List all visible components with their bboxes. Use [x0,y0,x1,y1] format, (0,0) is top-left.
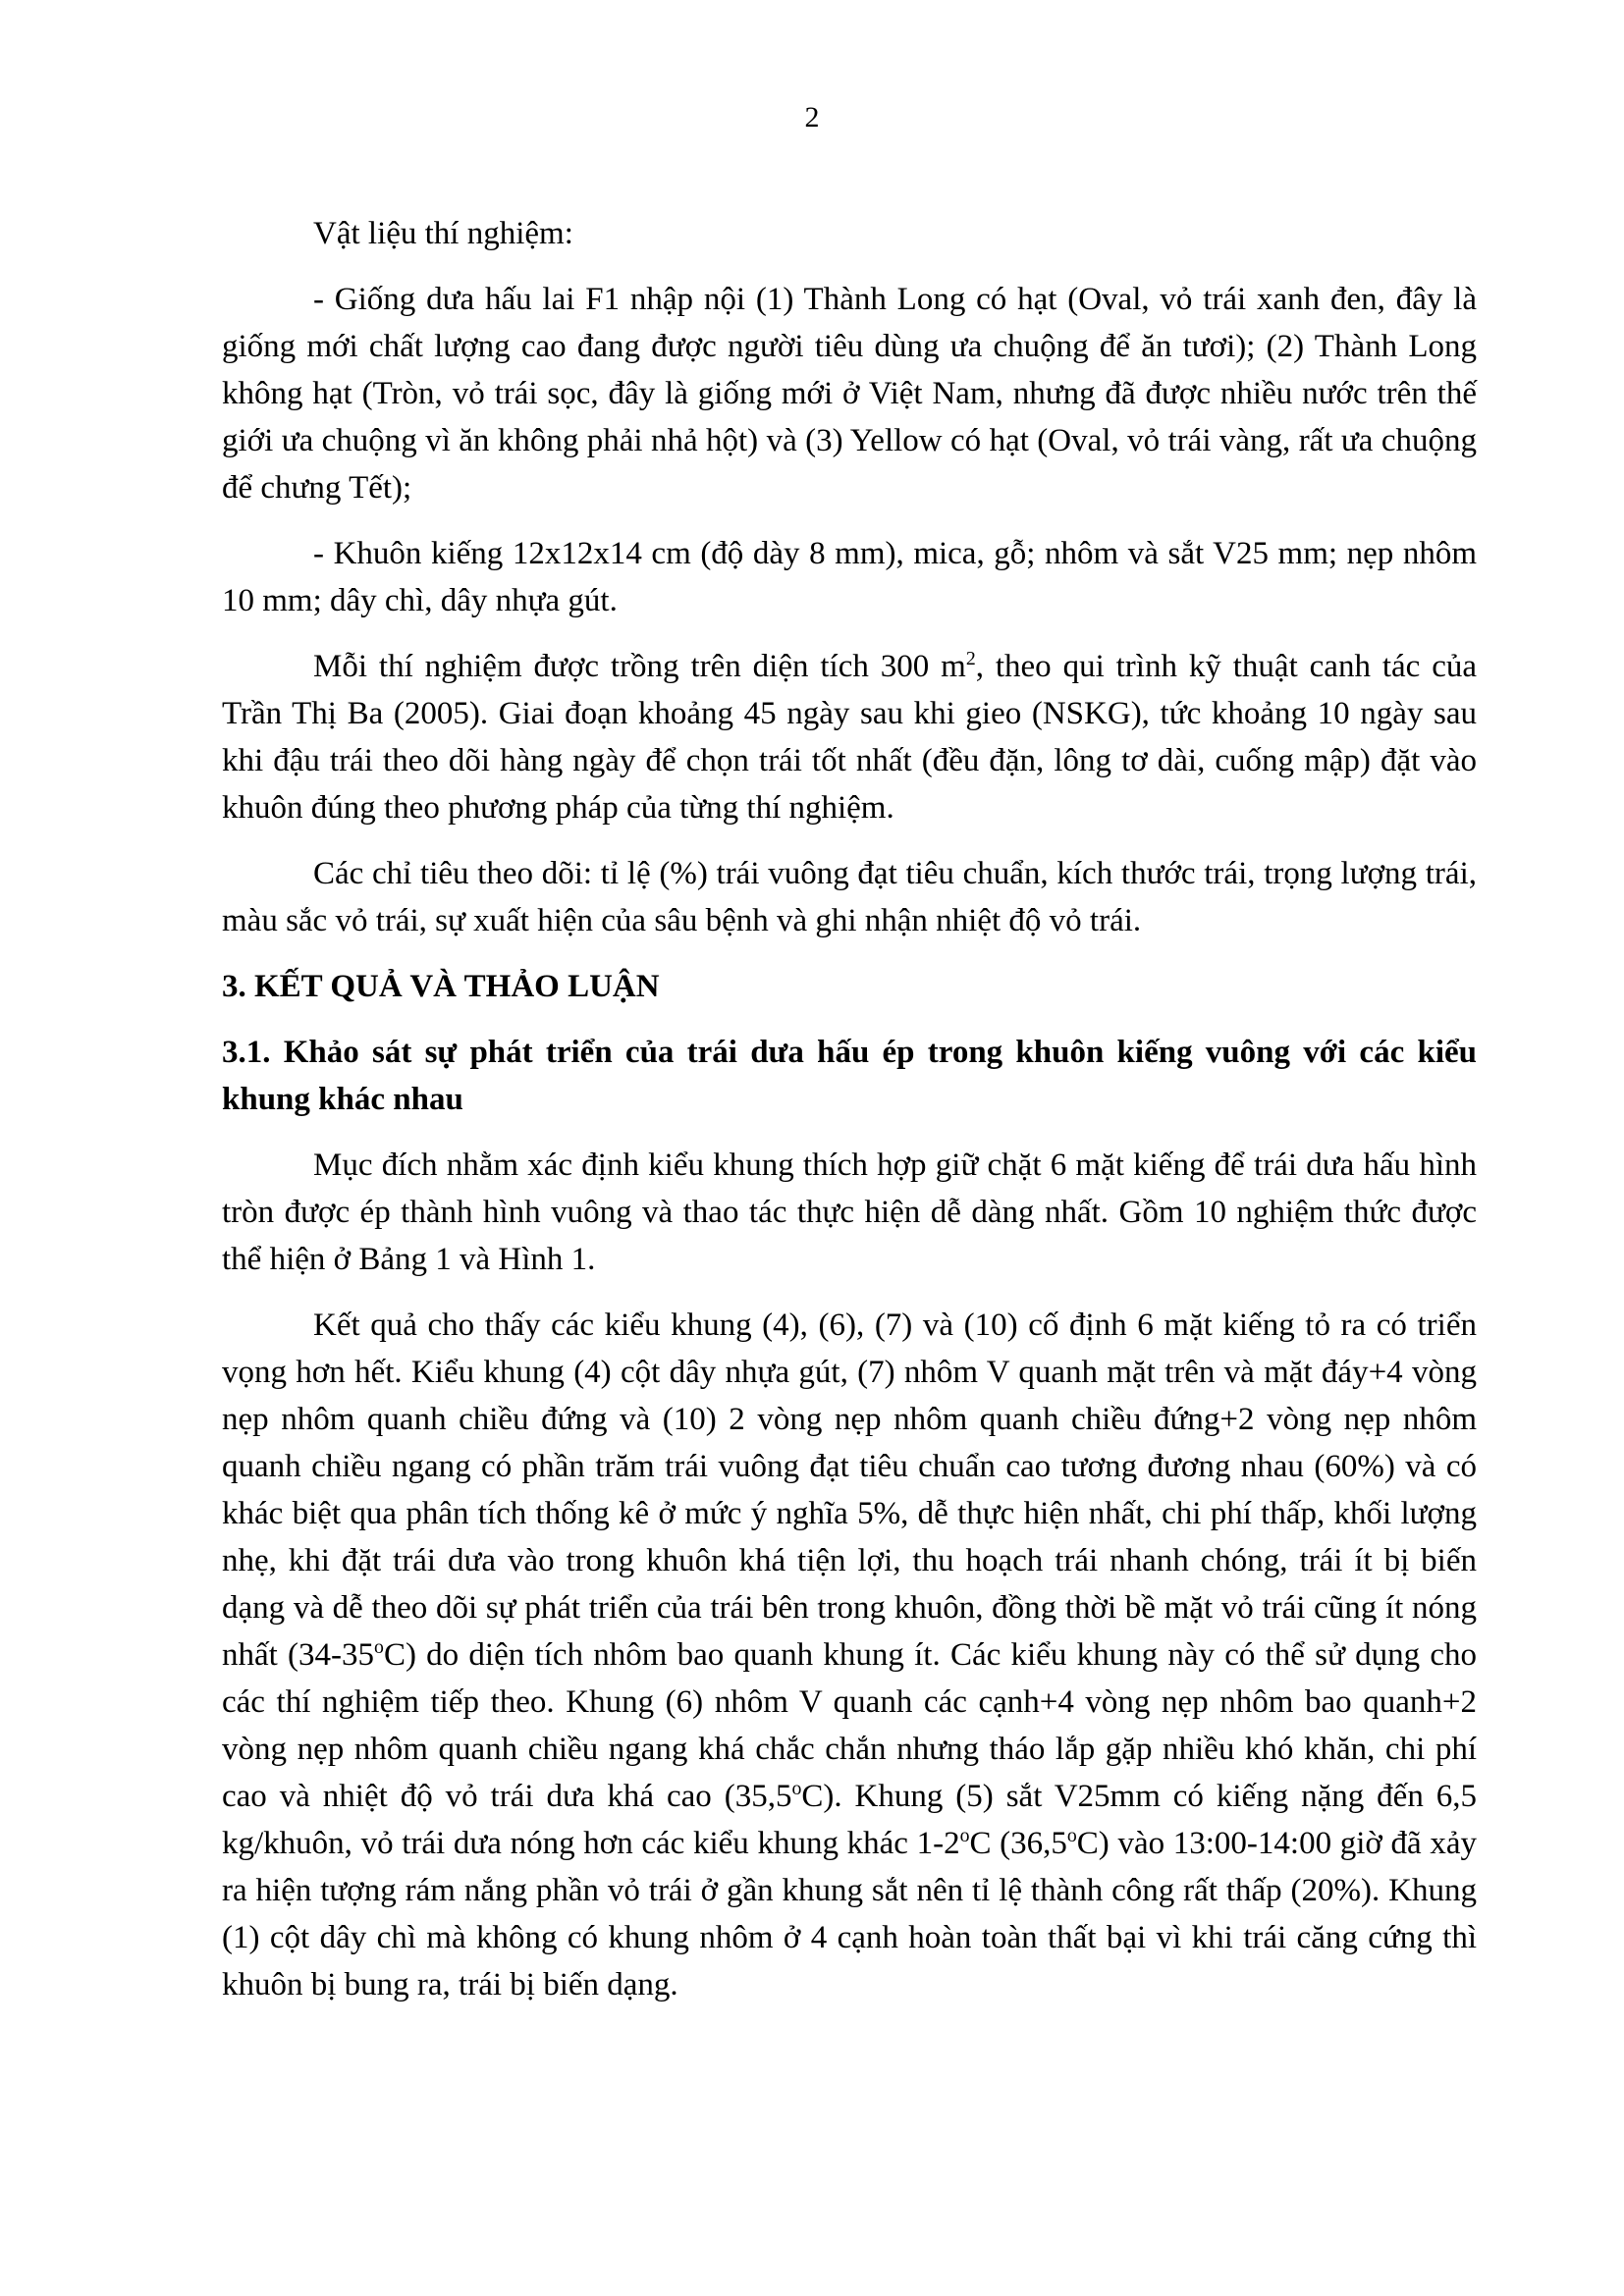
text-run: Kết quả cho thấy các kiểu khung (4), (6), (7) và (10) cố định 6 mặt kiếng tỏ ra có triển vọng hơn hết. Kiểu khung (4) cột dây nhựa gút, (7) nhôm V quanh mặt trên và mặt đáy+4 vòng nẹp nhôm quanh chiều đứng và (10) 2 vòng nẹp nhôm quanh chiều đứng+2 vòng nẹp nhôm quanh chiều ngang có phần trăm trái vuông đạt tiêu chuẩn cao tương đương nhau (60%) và có khác biệt qua phân tích thống kê ở mức ý nghĩa 5%, dễ thực hiện nhất, chi phí thấp, khối lượng nhẹ, khi đặt trái dưa vào trong khuôn khá tiện lợi, thu hoạch trái nhanh chóng, trái ít bị biến dạng và dễ theo dõi sự phát triển của trái bên trong khuôn, đồng thời bề mặt vỏ trái cũng ít nóng nhất (34-35 [222,1308,1477,1673]
superscript: o [959,1825,970,1846]
superscript: o [1066,1825,1077,1846]
paragraph-varieties: - Giống dưa hấu lai F1 nhập nội (1) Thành Long có hạt (Oval, vỏ trái xanh đen, đây là giống mới chất lượng cao đang được người tiêu dùng ưa chuộng để ăn tươi); (2) Thành Long không hạt (Tròn, vỏ trái sọc, đây là giống mới ở Việt Nam, nhưng đã được nhiều nước trên thế giới ưa chuộng vì ăn không phải nhả hột) và (3) Yellow có hạt (Oval, vỏ trái vàng, rất ưa chuộng để chưng Tết); [222,282,1477,506]
text-run: C). Khung (5) sắt V25mm có kiếng nặng đến 6,5 kg/khuôn, vỏ trái dưa nóng hơn các kiểu khung khác 1-2 [222,1779,1477,1861]
paragraph-purpose: Mục đích nhằm xác định kiểu khung thích hợp giữ chặt 6 mặt kiếng để trái dưa hấu hình tròn được ép thành hình vuông và thao tác thực hiện dễ dàng nhất. Gồm 10 nghiệm thức được thể hiện ở Bảng 1 và Hình 1. [222,1148,1477,1277]
text-run: Mỗi thí nghiệm được trồng trên diện tích 300 m [313,649,966,684]
subsection-heading: 3.1. Khảo sát sự phát triển của trái dưa hấu ép trong khuôn kiếng vuông với các kiểu khung khác nhau [222,1035,1477,1117]
section-heading: 3. KẾT QUẢ VÀ THẢO LUẬN [222,969,660,1004]
paragraph-results [222,1302,1477,2008]
superscript: 2 [965,648,976,669]
paragraph-molds: - Khuôn kiếng 12x12x14 cm (độ dày 8 mm), mica, gỗ; nhôm và sắt V25 mm; nẹp nhôm 10 mm; dây chì, dây nhựa gút. [222,536,1477,618]
paragraph-indicators: Các chỉ tiêu theo dõi: tỉ lệ (%) trái vuông đạt tiêu chuẩn, kích thước trái, trọng lượng trái, màu sắc vỏ trái, sự xuất hiện của sâu bệnh và ghi nhận nhiệt độ vỏ trái. [222,856,1477,938]
materials-heading: Vật liệu thí nghiệm: [313,216,573,251]
text-run: , theo qui trình kỹ thuật canh tác của Trần Thị Ba (2005). Giai đoạn khoảng 45 ngày sau khi gieo (NSKG), tức khoảng 10 ngày sau khi đậu trái theo dõi hàng ngày để chọn trái tốt nhất (đều đặn, lông tơ dài, cuống mập) đặt vào khuôn đúng theo phương pháp của từng thí nghiệm. [222,649,1477,826]
superscript: o [374,1636,384,1658]
text-run: C (36,5 [969,1826,1067,1861]
document-body [222,210,1477,2027]
page-number: 2 [804,101,820,133]
paragraph-planting [222,643,1477,831]
superscript: o [791,1778,802,1799]
text-run: C) do diện tích nhôm bao quanh khung ít. Các kiểu khung này có thể sử dụng cho các thí nghiệm tiếp theo. Khung (6) nhôm V quanh các cạnh+4 vòng nẹp nhôm bao quanh+2 vòng nẹp nhôm quanh chiều ngang khá chắc chắn nhưng tháo lắp gặp nhiều khó khăn, chi phí cao và nhiệt độ vỏ trái dưa khá cao (35,5 [222,1637,1478,1814]
text-run: C) vào 13:00-14:00 giờ đã xảy ra hiện tượng rám nắng phần vỏ trái ở gần khung sắt nên tỉ lệ thành công rất thấp (20%). Khung (1) cột dây chì mà không có khung nhôm ở 4 cạnh hoàn toàn thất bại vì khi trái căng cứng thì khuôn bị bung ra, trái bị biến dạng. [222,1826,1477,2002]
